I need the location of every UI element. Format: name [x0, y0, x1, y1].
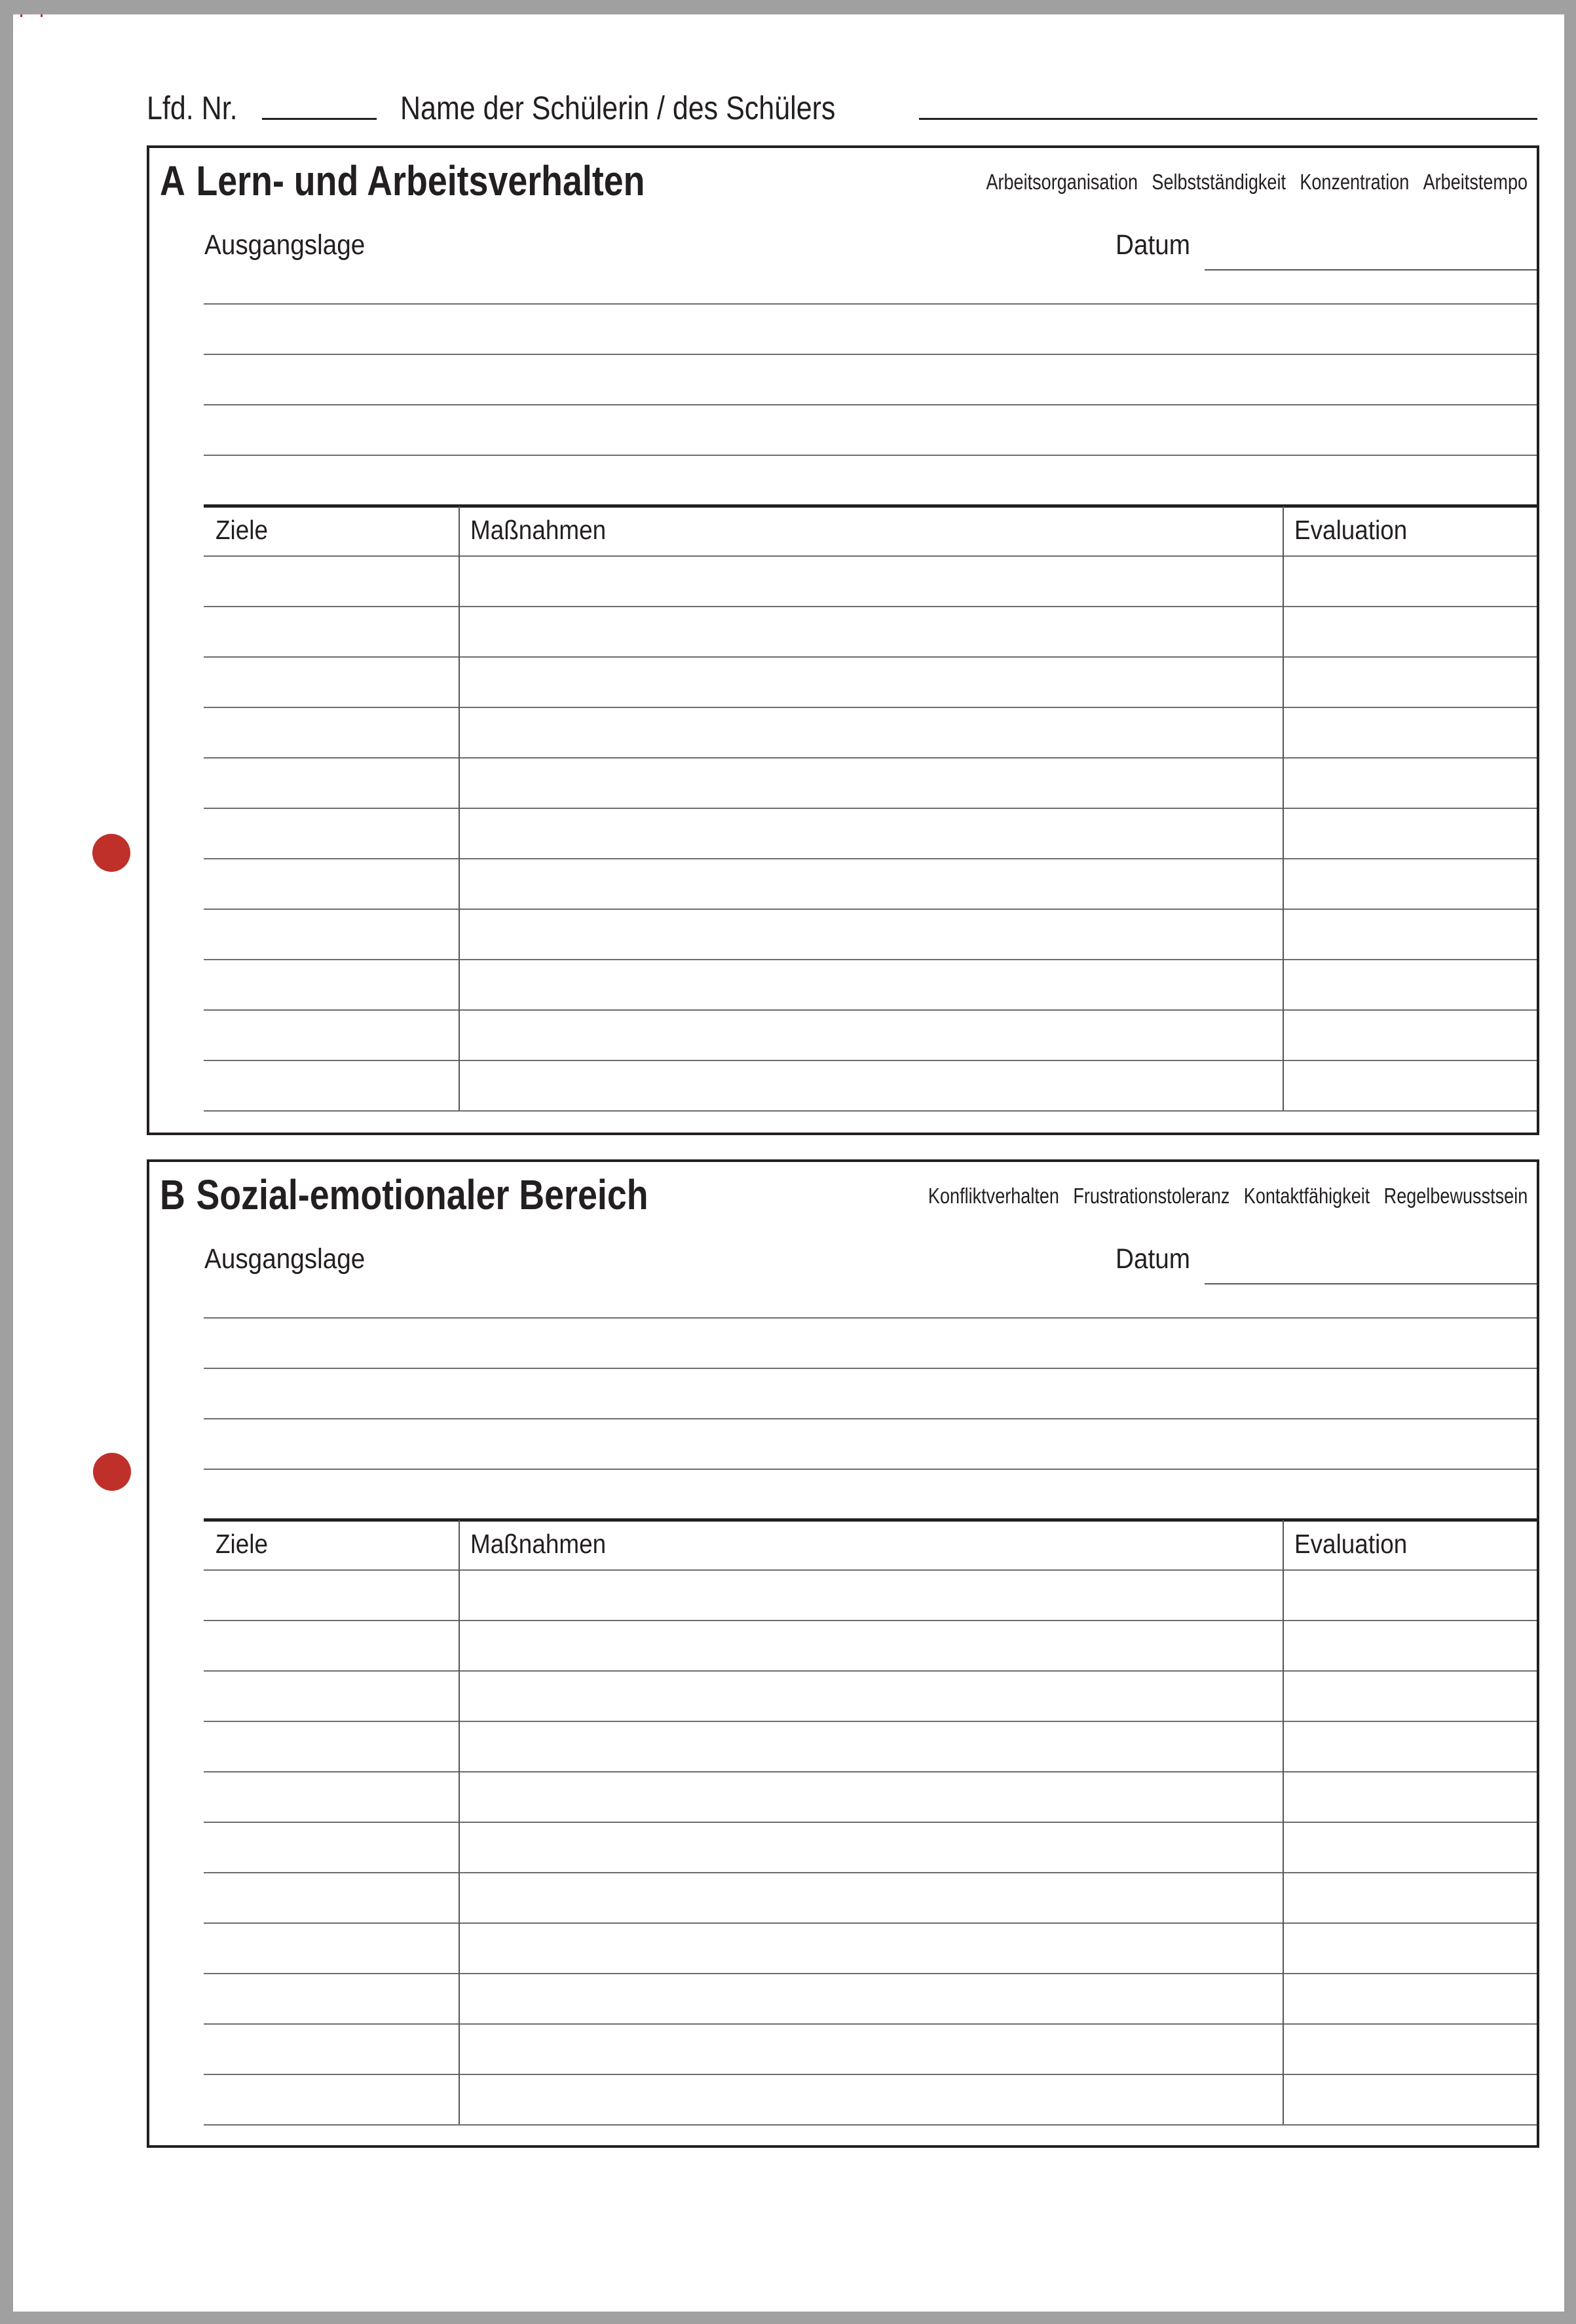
section-title-text: Lern- und Arbeitsverhalten	[196, 157, 645, 204]
evaluation-cell[interactable]	[1285, 658, 1534, 705]
number-field[interactable]	[262, 118, 377, 120]
goal-cell[interactable]	[206, 1975, 456, 2021]
measure-cell[interactable]	[461, 557, 1280, 604]
focus-area: Frustrationstoleranz	[1073, 1184, 1230, 1208]
goal-cell[interactable]	[206, 608, 456, 654]
measure-cell[interactable]	[461, 1723, 1280, 1769]
goal-cell[interactable]	[206, 810, 456, 856]
focus-areas	[833, 171, 1528, 193]
table-row-line	[204, 1009, 1537, 1011]
goal-cell[interactable]	[206, 557, 456, 604]
crop-mark	[20, 14, 22, 17]
evaluation-cell[interactable]	[1285, 1622, 1534, 1668]
column-divider	[1283, 1520, 1284, 2124]
measure-cell[interactable]	[461, 709, 1280, 755]
table-row-line	[204, 1060, 1537, 1061]
table-row-line	[204, 1872, 1537, 1873]
table-row-line	[204, 909, 1537, 910]
evaluation-cell[interactable]	[1285, 608, 1534, 654]
measure-cell[interactable]	[461, 2076, 1280, 2122]
focus-area: Selbstständigkeit	[1152, 170, 1286, 194]
table-row-line	[204, 2023, 1537, 2025]
baseline-label: Ausgangslage	[204, 1243, 366, 1275]
table-top-border	[204, 1518, 1537, 1522]
goal-cell[interactable]	[206, 1571, 456, 1618]
measure-cell[interactable]	[461, 2025, 1280, 2072]
section-title	[160, 157, 738, 204]
section-letter: A	[160, 157, 185, 204]
table-row-line	[204, 606, 1537, 607]
table-row-line	[204, 1110, 1537, 1112]
goal-cell[interactable]	[206, 1874, 456, 1921]
table-top-border	[204, 504, 1537, 508]
goal-cell[interactable]	[206, 1723, 456, 1769]
evaluation-cell[interactable]	[1285, 810, 1534, 856]
goal-cell[interactable]	[206, 759, 456, 806]
column-header: Ziele	[216, 515, 268, 545]
goal-cell[interactable]	[206, 1672, 456, 1719]
evaluation-cell[interactable]	[1285, 860, 1534, 907]
table-row-line	[204, 555, 1537, 557]
table-row-line	[204, 707, 1537, 708]
goal-cell[interactable]	[206, 860, 456, 907]
evaluation-cell[interactable]	[1285, 2076, 1534, 2122]
measure-cell[interactable]	[461, 1062, 1280, 1108]
baseline-writing-line[interactable]	[204, 303, 1537, 305]
baseline-writing-line[interactable]	[204, 1418, 1537, 1419]
goal-cell[interactable]	[206, 658, 456, 705]
baseline-writing-line[interactable]	[204, 354, 1537, 355]
evaluation-cell[interactable]	[1285, 759, 1534, 806]
focus-area: Arbeitsorganisation	[986, 170, 1138, 194]
evaluation-cell[interactable]	[1285, 557, 1534, 604]
goal-cell[interactable]	[206, 709, 456, 755]
column-divider	[459, 1520, 460, 2124]
evaluation-cell[interactable]	[1285, 709, 1534, 755]
baseline-label: Ausgangslage	[204, 229, 366, 261]
goal-cell[interactable]	[206, 1622, 456, 1668]
focus-areas	[762, 1185, 1528, 1207]
baseline-writing-line[interactable]	[204, 1368, 1537, 1369]
measure-cell[interactable]	[461, 1924, 1280, 1971]
goal-cell[interactable]	[206, 1062, 456, 1108]
evaluation-cell[interactable]	[1285, 1773, 1534, 1820]
measure-cell[interactable]	[461, 1011, 1280, 1058]
table-row-line	[204, 1822, 1537, 1823]
focus-area: Regelbewusstsein	[1383, 1184, 1528, 1208]
section-letter: B	[160, 1171, 185, 1218]
table-row-line	[204, 757, 1537, 759]
baseline-writing-line[interactable]	[204, 1317, 1537, 1319]
date-label: Datum	[1116, 229, 1190, 261]
section-title	[160, 1171, 741, 1218]
focus-area: Konfliktverhalten	[928, 1184, 1059, 1208]
evaluation-cell[interactable]	[1285, 910, 1534, 957]
table-row-line	[204, 2074, 1537, 2075]
goal-cell[interactable]	[206, 1011, 456, 1058]
goal-cell[interactable]	[206, 910, 456, 957]
evaluation-cell[interactable]	[1285, 1824, 1534, 1870]
measure-cell[interactable]	[461, 608, 1280, 654]
measure-cell[interactable]	[461, 1824, 1280, 1870]
name-field[interactable]	[919, 118, 1537, 120]
focus-area: Konzentration	[1300, 170, 1410, 194]
evaluation-cell[interactable]	[1285, 1975, 1534, 2021]
measure-cell[interactable]	[461, 910, 1280, 957]
column-divider	[459, 506, 460, 1110]
evaluation-cell[interactable]	[1285, 1571, 1534, 1618]
number-label: Lfd. Nr.	[147, 90, 238, 126]
evaluation-cell[interactable]	[1285, 1062, 1534, 1108]
evaluation-cell[interactable]	[1285, 2025, 1534, 2072]
punch-hole-icon	[93, 1453, 131, 1491]
measure-cell[interactable]	[461, 961, 1280, 1007]
evaluation-cell[interactable]	[1285, 1924, 1534, 1971]
table-row-line	[204, 1771, 1537, 1772]
date-field[interactable]	[1205, 269, 1537, 271]
table-row-line	[204, 656, 1537, 658]
column-header: Evaluation	[1294, 1529, 1408, 1559]
table-row-line	[204, 1973, 1537, 1974]
table-row-line	[204, 1620, 1537, 1621]
measure-cell[interactable]	[461, 860, 1280, 907]
evaluation-cell[interactable]	[1285, 1672, 1534, 1719]
focus-area: Arbeitstempo	[1423, 170, 1528, 194]
baseline-writing-line[interactable]	[204, 1469, 1537, 1470]
baseline-writing-line[interactable]	[204, 455, 1537, 456]
date-field[interactable]	[1205, 1283, 1537, 1284]
measure-cell[interactable]	[461, 1874, 1280, 1921]
column-header: Maßnahmen	[470, 1529, 607, 1559]
section-a	[147, 145, 1539, 1135]
goal-cell[interactable]	[206, 961, 456, 1007]
name-label: Name der Schülerin / des Schülers	[400, 90, 836, 126]
table-row-line	[204, 858, 1537, 859]
measure-cell[interactable]	[461, 810, 1280, 856]
goal-cell[interactable]	[206, 1824, 456, 1870]
column-header: Maßnahmen	[470, 515, 607, 545]
evaluation-cell[interactable]	[1285, 1723, 1534, 1769]
evaluation-cell[interactable]	[1285, 1874, 1534, 1921]
date-label: Datum	[1116, 1243, 1190, 1275]
table-row-line	[204, 959, 1537, 960]
goal-cell[interactable]	[206, 2076, 456, 2122]
table-row-line	[204, 1670, 1537, 1672]
measure-cell[interactable]	[461, 1622, 1280, 1668]
table-row-line	[204, 1721, 1537, 1722]
measure-cell[interactable]	[461, 759, 1280, 806]
evaluation-cell[interactable]	[1285, 961, 1534, 1007]
section-title-text: Sozial-emotionaler Bereich	[196, 1171, 648, 1218]
evaluation-cell[interactable]	[1285, 1011, 1534, 1058]
table-row-line	[204, 1569, 1537, 1571]
crop-mark	[41, 14, 43, 17]
table-row-line	[204, 808, 1537, 809]
table-row-line	[204, 2124, 1537, 2126]
goal-cell[interactable]	[206, 1924, 456, 1971]
table-row-line	[204, 1922, 1537, 1924]
measure-cell[interactable]	[461, 1571, 1280, 1618]
column-header: Ziele	[216, 1529, 268, 1559]
measure-cell[interactable]	[461, 658, 1280, 705]
goal-cell[interactable]	[206, 1773, 456, 1820]
measure-cell[interactable]	[461, 1672, 1280, 1719]
measure-cell[interactable]	[461, 1773, 1280, 1820]
column-divider	[1283, 506, 1284, 1110]
baseline-writing-line[interactable]	[204, 404, 1537, 405]
column-header: Evaluation	[1294, 515, 1408, 545]
measure-cell[interactable]	[461, 1975, 1280, 2021]
goal-cell[interactable]	[206, 2025, 456, 2072]
focus-area: Kontaktfähigkeit	[1243, 1184, 1370, 1208]
punch-hole-icon	[92, 834, 130, 872]
section-b	[147, 1159, 1539, 2148]
